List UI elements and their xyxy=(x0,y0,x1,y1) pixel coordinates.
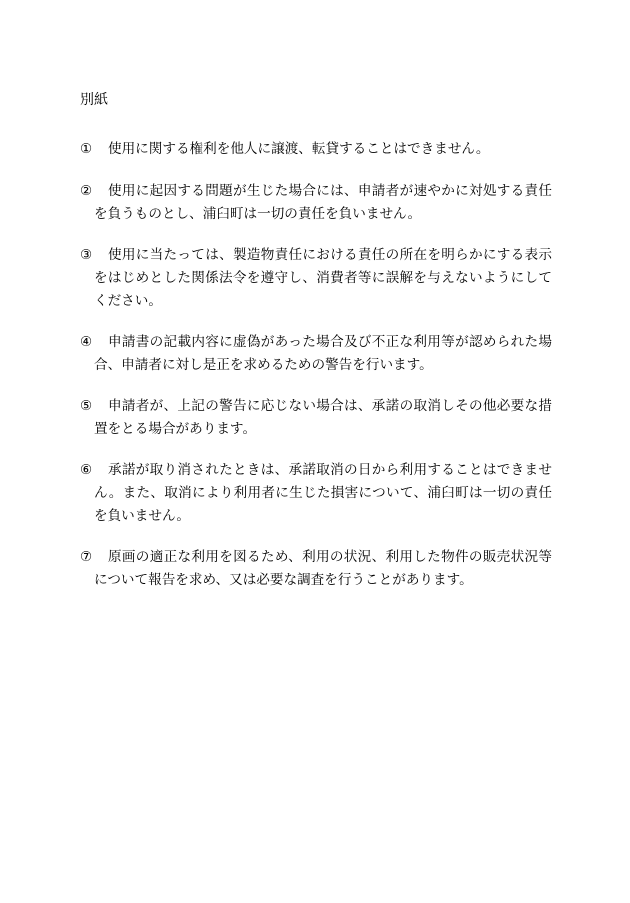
item-marker: ① xyxy=(80,141,93,157)
document-heading: 別紙 xyxy=(80,92,108,108)
item-marker: ④ xyxy=(80,334,93,350)
item-text: 申請者が、上記の警告に応じない場合は、承諾の取消しその他必要な措置をとる場合があります。 xyxy=(94,398,552,437)
terms-list xyxy=(80,138,552,610)
item-marker: ③ xyxy=(80,247,93,263)
terms-item xyxy=(80,459,552,528)
item-text: 使用に起因する問題が生じた場合には、申請者が速やかに対処する責任を負うものとし、浦臼町は一切の責任を負いません。 xyxy=(94,183,552,222)
item-marker: ⑥ xyxy=(80,462,93,478)
item-text: 使用に当たっては、製造物責任における責任の所在を明らかにする表示をはじめとした関係法令を遵守し、消費者等に誤解を与えないようにしてください。 xyxy=(94,247,552,309)
terms-item xyxy=(80,331,552,377)
terms-item xyxy=(80,546,552,592)
item-marker: ② xyxy=(80,183,93,199)
item-marker: ⑤ xyxy=(80,398,93,414)
terms-item xyxy=(80,244,552,313)
item-text: 原画の適正な利用を図るため、利用の状況、利用した物件の販売状況等について報告を求め、又は必要な調査を行うことがあります。 xyxy=(94,549,552,588)
terms-item xyxy=(80,395,552,441)
item-text: 使用に関する権利を他人に譲渡、転貸することはできません。 xyxy=(108,141,490,157)
item-text: 申請書の記載内容に虚偽があった場合及び不正な利用等が認められた場合、申請者に対し是正を求めるための警告を行います。 xyxy=(94,334,552,373)
item-marker: ⑦ xyxy=(80,549,93,565)
terms-item xyxy=(80,138,552,161)
item-text: 承諾が取り消されたときは、承諾取消の日から利用することはできません。また、取消により利用者に生じた損害について、浦臼町は一切の責任を負いません。 xyxy=(94,462,552,524)
terms-item xyxy=(80,180,552,226)
